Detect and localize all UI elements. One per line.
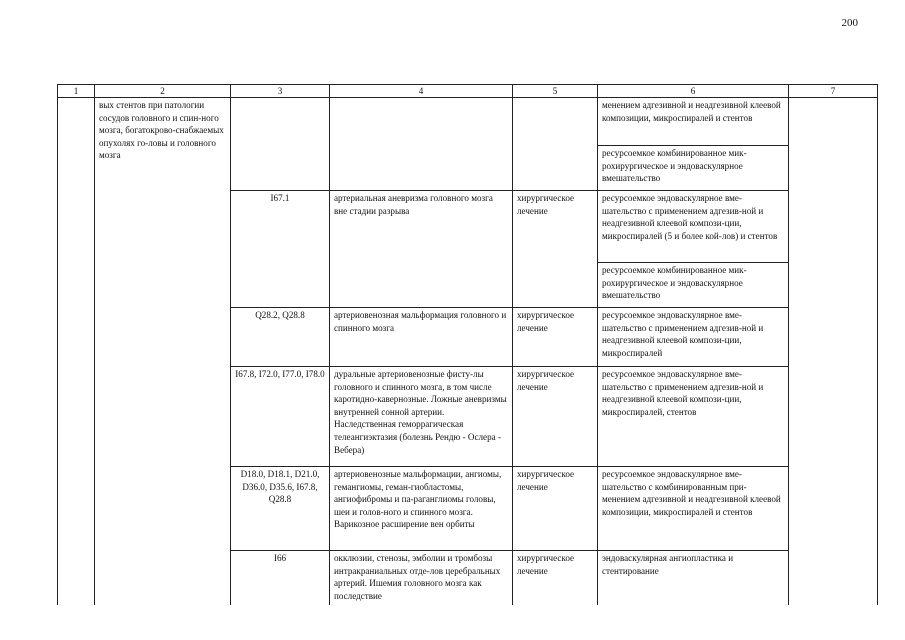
treatment-cell: хирургическое лечение [513,467,598,551]
column-number: 4 [330,85,513,98]
diagnosis-cell: артериовенозные мальформации, ангиомы, гемангиомы, геман-гиобластомы, ангиофибромы и па-раганглиомы головы, шеи и голов-ного и спинного мозга. Варикозное расширение вен орбиты [330,467,513,551]
page-number: 200 [841,17,858,29]
diagnosis-cell [330,98,513,191]
column-number: 2 [95,85,231,98]
column-number: 1 [58,85,95,98]
diagnosis-cell: артериовенозная мальформация головного и спинного мозга [330,308,513,367]
codes-cell [231,98,330,191]
codes-cell: I67.8, I72.0, I77.0, I78.0 [231,367,330,467]
method-cell: менением адгезивной и неадгезивной клеевой композиции, микроспиралей и стентов [598,98,789,146]
diagnosis-cell: артериальная аневризма головного мозга вне стадии разрыва [330,191,513,308]
method-cell: ресурсоемкое эндоваскулярное вме-шательство с применением адгезив-ной и неадгезивной клеевой компози-ции, микроспиралей [598,308,789,367]
treatment-cell: хирургическое лечение [513,551,598,605]
column-number: 5 [513,85,598,98]
method-cell: ресурсоемкое эндоваскулярное вме-шательство с комбинированным при-менением адгезивной и неадгезивной клеевой композиции, микроспиралей и стентов [598,467,789,551]
column-number-row [58,85,878,98]
method-cell: эндоваскулярная ангиопластика и стентирование [598,551,789,605]
treatment-cell [513,98,598,191]
col7-cell [789,98,878,605]
column-number: 6 [598,85,789,98]
col1-cell [58,98,95,605]
diagnosis-cell: дуральные артериовенозные фисту-лы головного и спинного мозга, в том числе каротидно-кавернозные. Ложные аневризмы внутренней сонной артерии. Наследственная геморрагическая телеангиэктазия (болезнь Рендю - Ослера - Вебера) [330,367,513,467]
method-cell: ресурсоемкое комбинированное мик-рохирургическое и эндоваскулярное вмешательство [598,263,789,308]
table-row [58,98,878,146]
column-number: 3 [231,85,330,98]
method-cell: ресурсоемкое эндоваскулярное вме-шательство с применением адгезив-ной и неадгезивной клеевой компози-ции, микроспиралей, стентов [598,367,789,467]
treatment-cell: хирургическое лечение [513,191,598,308]
method-cell: ресурсоемкое комбинированное мик-рохирургическое и эндоваскулярное вмешательство [598,146,789,191]
treatment-cell: хирургическое лечение [513,367,598,467]
procedure-group-cell [95,98,231,605]
codes-cell: I66 [231,551,330,605]
procedure-group-text: вых стентов при патологии сосудов головного и спин-ного мозга, богатокрово-снабжаемых опухолях го-ловы и головного мозга [99,100,224,161]
treatment-cell: хирургическое лечение [513,308,598,367]
codes-cell: I67.1 [231,191,330,308]
method-cell: ресурсоемкое эндоваскулярное вме-шательство с применением адгезив-ной и неадгезивной клеевой компози-ции, микроспиралей (5 и более кой-лов) и стентов [598,191,789,263]
treatment-table [57,84,878,605]
codes-cell: D18.0, D18.1, D21.0, D36.0, D35.6, I67.8, Q28.8 [231,467,330,551]
codes-cell: Q28.2, Q28.8 [231,308,330,367]
diagnosis-cell: окклюзии, стенозы, эмболии и тромбозы интракраниальных отде-лов церебральных артерий. Ишемия головного мозга как последствие [330,551,513,605]
column-number: 7 [789,85,878,98]
